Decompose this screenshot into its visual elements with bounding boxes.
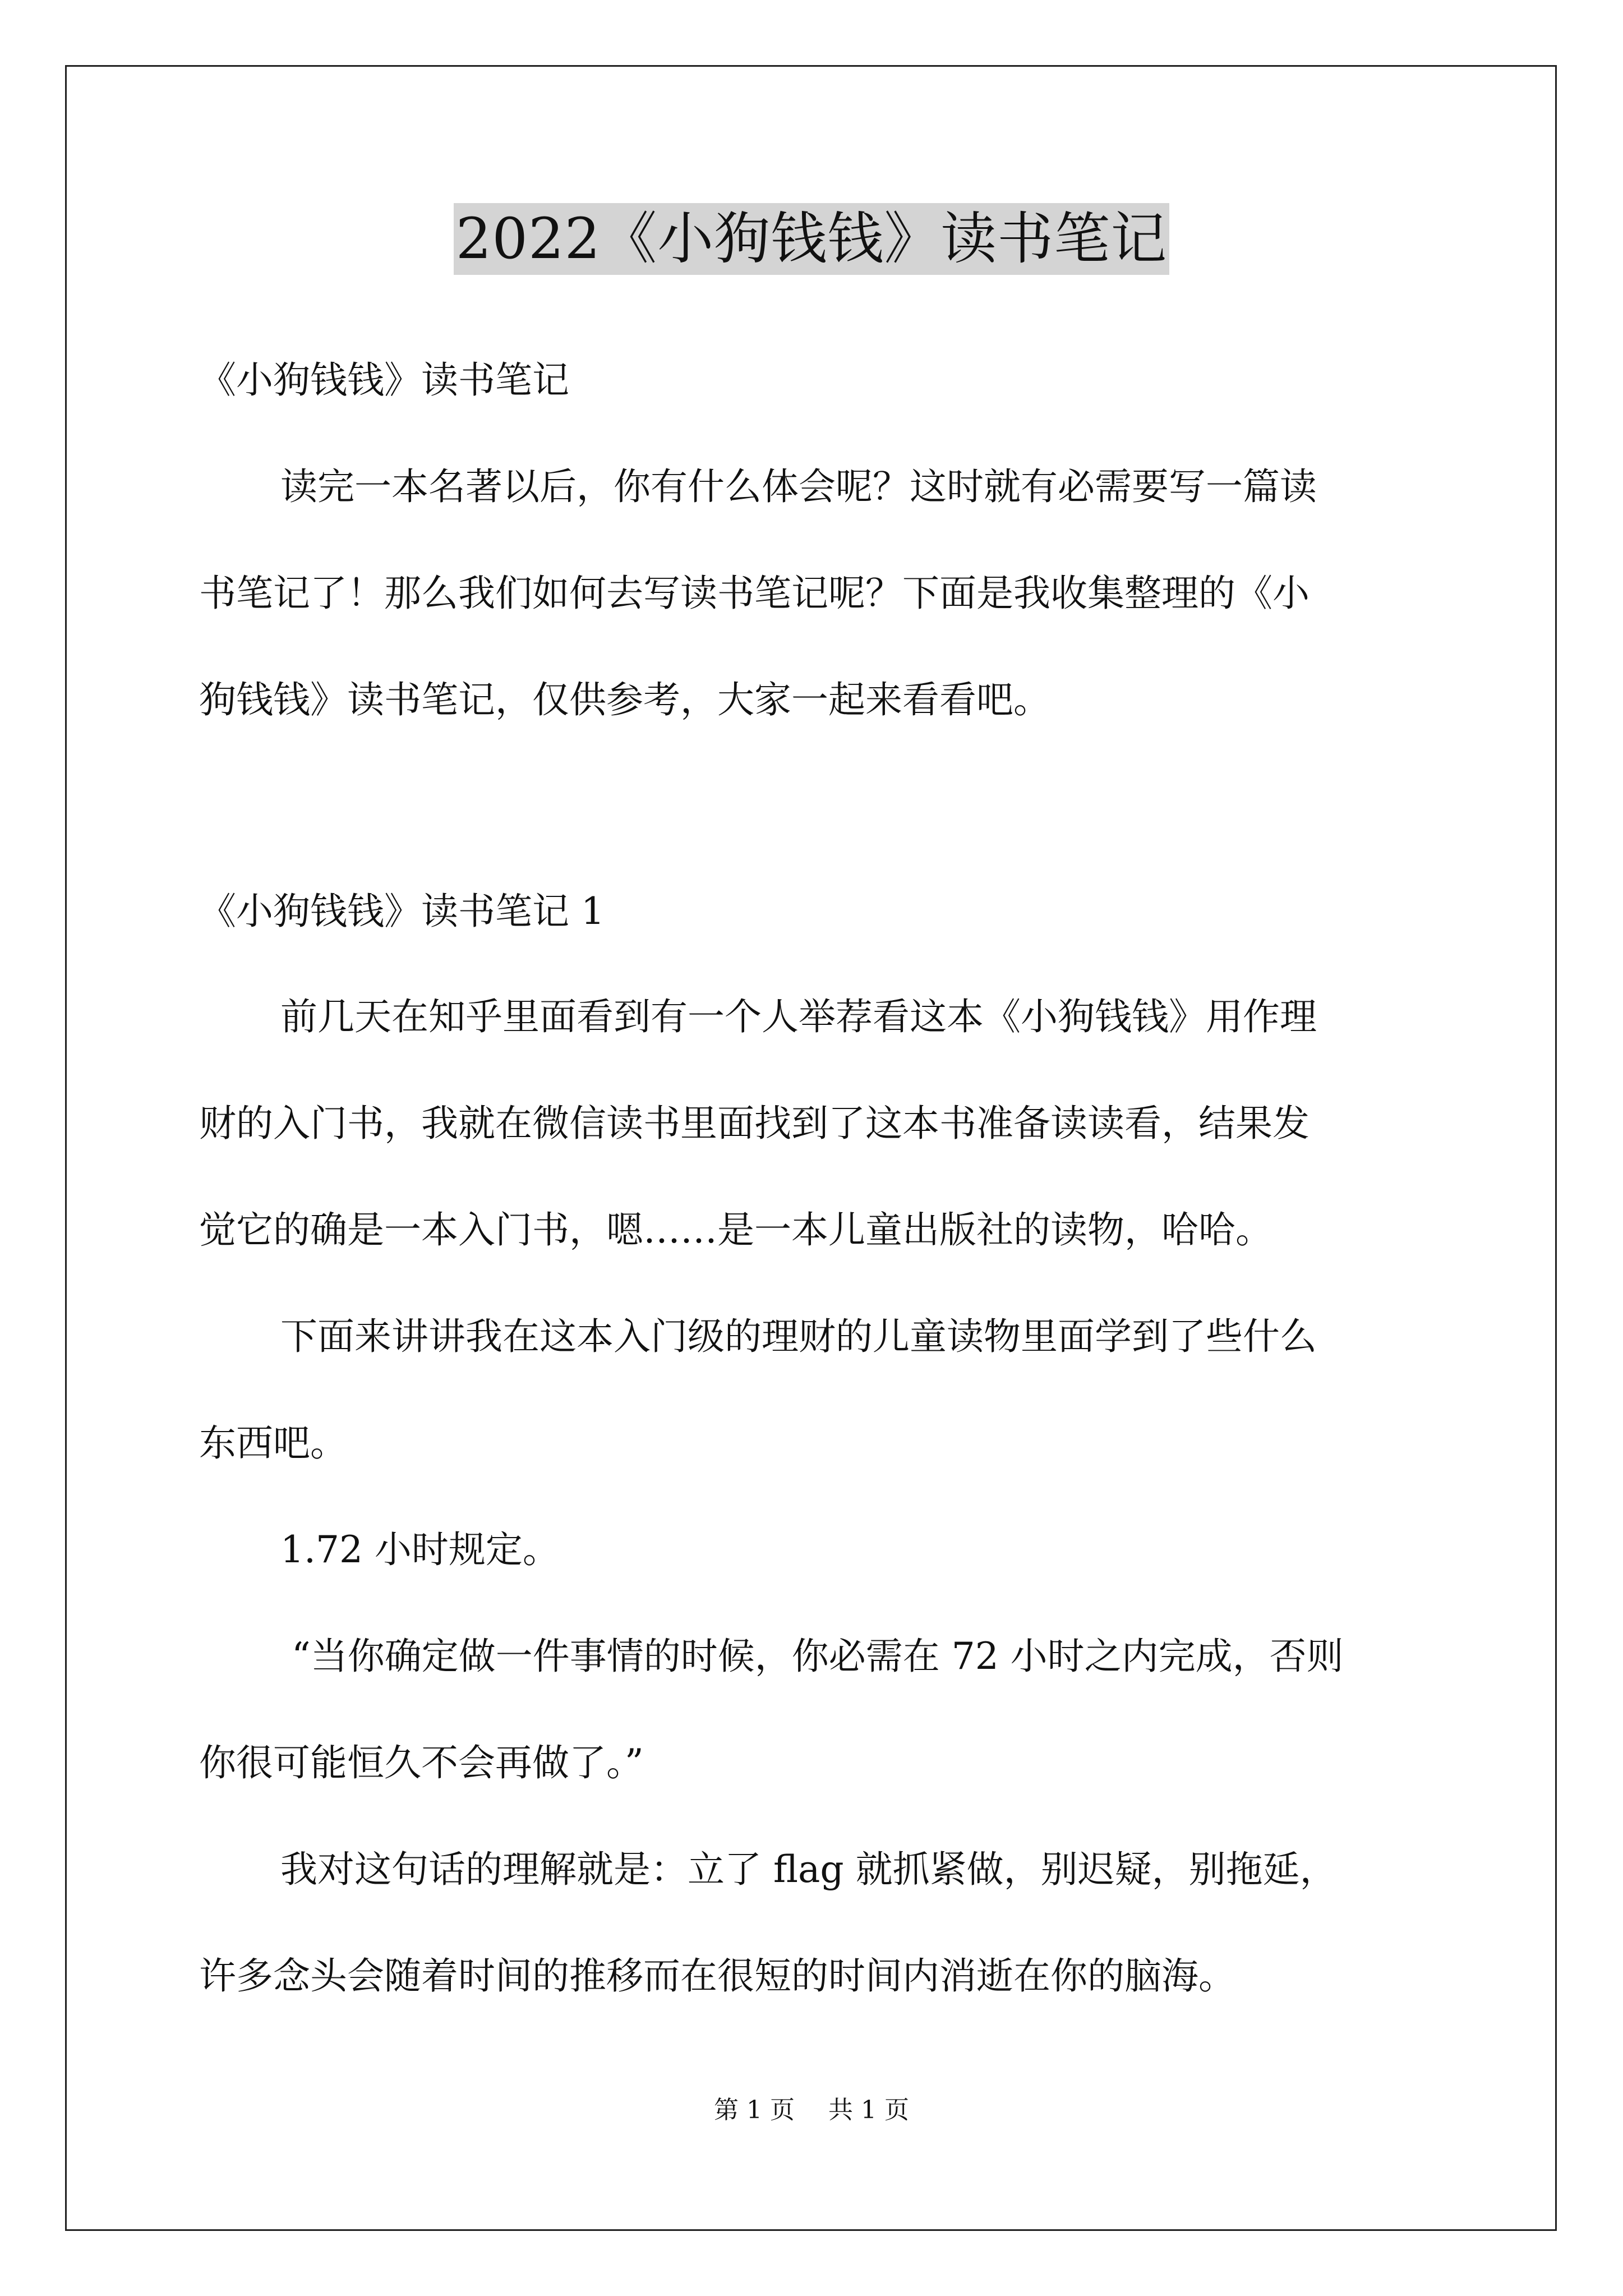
page-number: 第 1 页 [714,2096,795,2124]
paragraph-line: 下面来讲讲我在这本入门级的理财的儿童读物里面学到了些什么 [280,1315,1317,1358]
page-total: 共 1 页 [828,2096,909,2124]
numbered-item: 1.72 小时规定。 [280,1528,560,1571]
paragraph-line: 前几天在知乎里面看到有一个人举荐看这本《小狗钱钱》用作理 [280,995,1317,1038]
paragraph-line: 许多念头会随着时间的推移而在很短的时间内消逝在你的脑海。 [199,1954,1235,1998]
intro-line-1: 读完一本名著以后，你有什么体会呢？这时就有必需要写一篇读 [280,465,1317,508]
document-title: 2022《小狗钱钱》读书笔记 [454,203,1170,275]
page-footer [0,2095,1623,2126]
section-heading: 《小狗钱钱》读书笔记 1 [199,890,605,933]
quote-line: “当你确定做一件事情的时候，你必需在 72 小时之内完成，否则 [292,1635,1344,1678]
paragraph-line: 东西吧。 [199,1421,347,1465]
subtitle-line: 《小狗钱钱》读书笔记 [199,358,569,402]
paragraph-line: 我对这句话的理解就是：立了 flag 就抓紧做，别迟疑，别拖延， [280,1848,1337,1891]
quote-line: 你很可能恒久不会再做了。” [199,1741,644,1784]
intro-line-3: 狗钱钱》读书笔记，仅供参考，大家一起来看看吧。 [199,678,1050,721]
paragraph-line: 财的入门书，我就在微信读书里面找到了这本书准备读读看，结果发 [199,1102,1310,1145]
title-container [0,203,1623,275]
intro-line-2: 书笔记了！那么我们如何去写读书笔记呢？下面是我收集整理的《小 [199,572,1310,615]
paragraph-line: 觉它的确是一本入门书，嗯……是一本儿童出版社的读物，哈哈。 [199,1208,1272,1251]
